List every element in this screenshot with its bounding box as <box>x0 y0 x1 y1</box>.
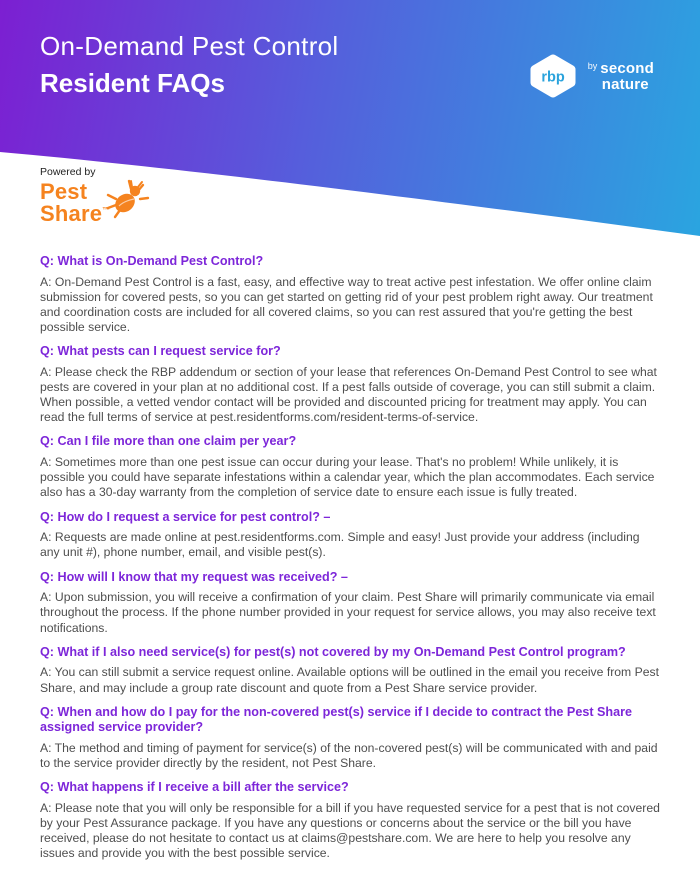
faq-question: Q: What if I also need service(s) for pest(s) not covered by my On-Demand Pest Control program? <box>40 644 626 659</box>
pest-share-logo-block <box>40 166 190 224</box>
faq-question: Q: How do I request a service for pest control? – <box>40 509 331 524</box>
faq-answer: A: The method and timing of payment for service(s) of the non-covered pest(s) will be communicated with and paid to the service provider directly by the resident, not Pest Share. <box>40 741 658 771</box>
brand-word-second: second <box>600 59 654 77</box>
faq-item <box>40 510 660 561</box>
faq-item <box>40 705 660 772</box>
faq-item <box>40 645 660 696</box>
page-title: On-Demand Pest Control <box>40 31 339 61</box>
faq-question: Q: How will I know that my request was received? – <box>40 569 348 584</box>
faq-answer: A: On-Demand Pest Control is a fast, easy, and effective way to treat active pest infestation. We offer online claim submission for covered pests, so you can get started on getting rid of your pest problem right away. Our treatment and coordination costs are included for all covered claims, so you can rest assured that you're getting the best possible service. <box>40 274 653 335</box>
faq-question: Q: What is On-Demand Pest Control? <box>40 254 264 268</box>
header-titles <box>40 32 339 99</box>
faq-answer: A: Please note that you will only be responsible for a bill if you have requested service for a pest that is not covered by your Pest Assurance package. If you have any questions or concerns about the service or the bill you have received, please do not hesitate to contact us at claims@pestshare.com. We are here to help you resolve any issues and provide you with the best possible service. <box>40 801 660 861</box>
faq-answer: A: You can still submit a service request online. Available options will be outlined in the email you receive from Pest Share, and may include a group rate discount and quote from a Pest Share service provider. <box>40 665 659 695</box>
faq-item <box>40 254 660 335</box>
rbp-hexagon-icon <box>527 52 579 100</box>
faq-item <box>40 570 660 636</box>
powered-by-label: Powered by <box>40 166 96 178</box>
faq-item <box>40 780 660 861</box>
by-label: by <box>587 60 598 71</box>
second-nature-wordmark <box>588 61 654 92</box>
faq-question: Q: When and how do I pay for the non-covered pest(s) service if I decide to contract the Pest Share assigned service provider? <box>40 704 633 735</box>
page-header <box>0 0 700 250</box>
brand-word-nature: nature <box>601 75 649 93</box>
faq-item <box>40 434 660 500</box>
page-subtitle: Resident FAQs <box>40 67 225 98</box>
faq-answer: A: Requests are made online at pest.residentforms.com. Simple and easy! Just provide your address (including any unit #), phone number, email, and visible pest(s). <box>40 530 640 560</box>
faq-answer: A: Upon submission, you will receive a confirmation of your claim. Pest Share will primarily communicate via email throughout the process. If the phone number provided in your request for service allows, you may also receive text notifications. <box>40 590 656 635</box>
faq-item <box>40 344 660 425</box>
pest-share-word-pest: Pest <box>40 179 88 204</box>
trademark-symbol: ™ <box>102 205 111 215</box>
faq-question: Q: Can I file more than one claim per year? <box>40 434 297 449</box>
faq-answer: A: Please check the RBP addendum or section of your lease that references On-Demand Pest Control to see what pests are covered in your plan at no additional cost. If a pest falls outside of coverage, you can still submit a claim. When possible, a vetted vendor contact will be provided and discounted pricing for treatment may apply. You can read the full terms of service at pest.residentforms.com/resident-terms-of-service. <box>40 364 657 425</box>
faq-answer: A: Sometimes more than one pest issue can occur during your lease. That's no problem! While unlikely, it is possible you could have separate infestations within a calendar year, which the plan accommodates. Each service also has a 30-day warranty from the completion of service date to ensure each issue is fully treated. <box>40 455 655 500</box>
rbp-badge-text: rbp <box>541 69 565 86</box>
faq-question: Q: What happens if I receive a bill after the service? <box>40 780 349 795</box>
pest-share-share-text: Share <box>40 200 103 226</box>
rbp-second-nature-logo <box>527 52 654 100</box>
faq-list <box>0 250 700 862</box>
pest-share-bug-icon <box>104 179 150 219</box>
faq-question: Q: What pests can I request service for? <box>40 344 281 359</box>
